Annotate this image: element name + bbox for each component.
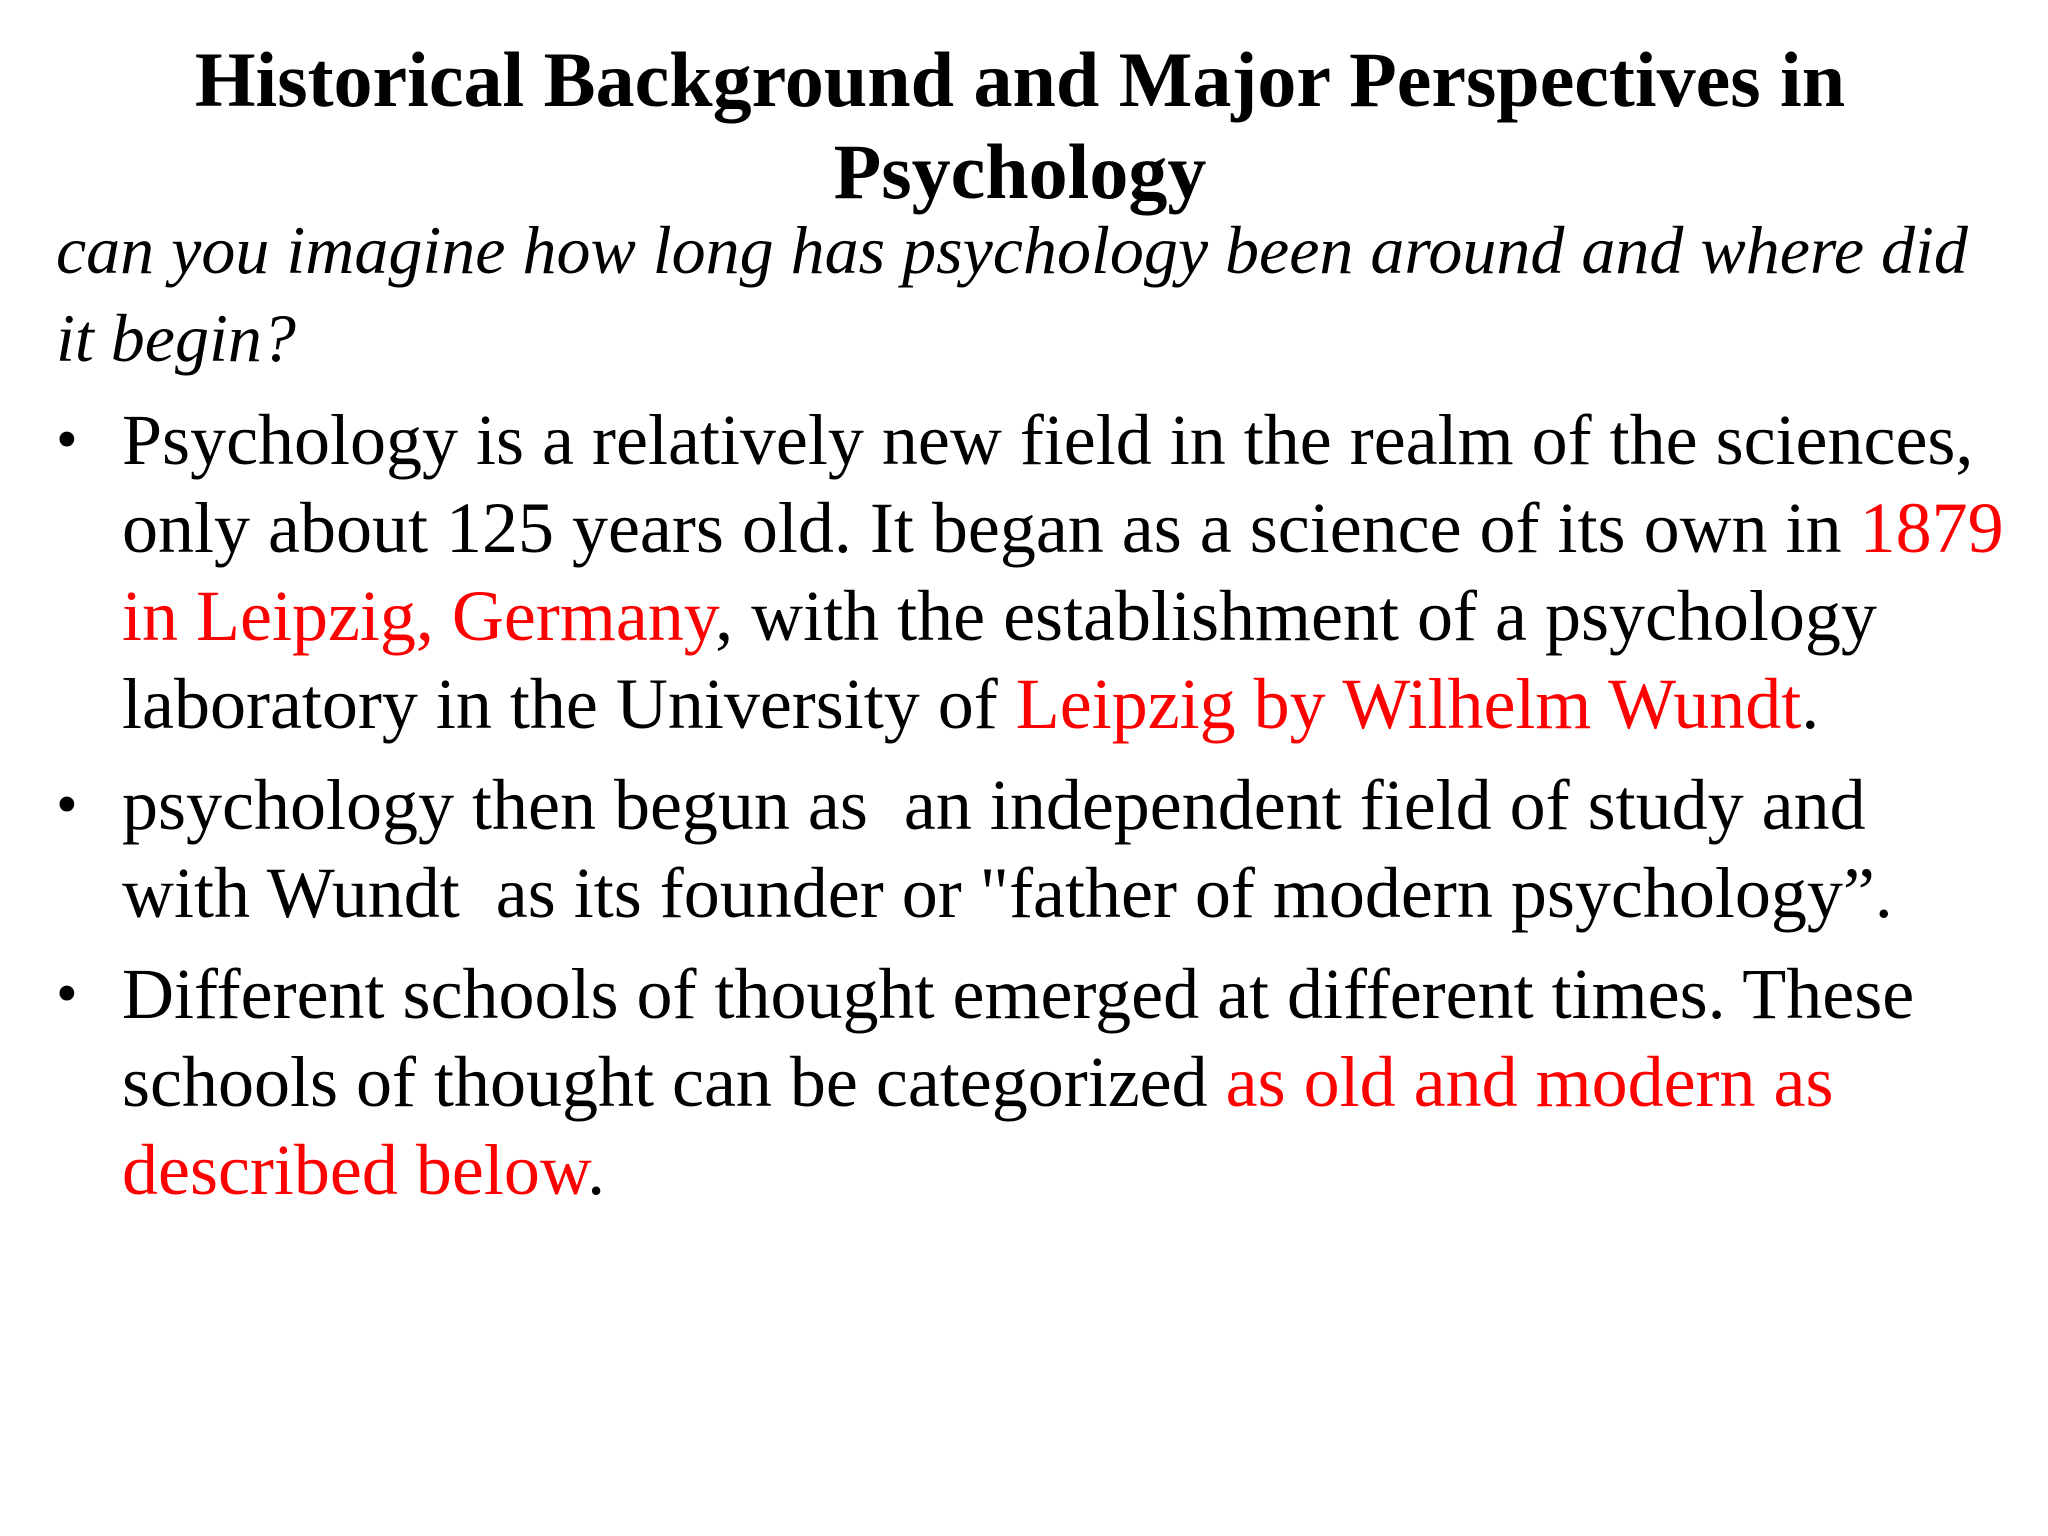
bullet-text: , with the establishment of a psychology laboratory in the University of [122, 576, 1877, 744]
bullet-list [56, 396, 2006, 1214]
bullet-text: . [587, 1130, 606, 1210]
bullet-icon: • [56, 406, 78, 474]
highlighted-text: Leipzig by Wilhelm Wundt [1015, 664, 1802, 744]
bullet-text: Different schools of thought emerged at different times. These schools of thought can be categorized [122, 954, 1915, 1122]
slide-title: Historical Background and Major Perspectives in Psychology [194, 36, 1846, 215]
bullet-icon: • [56, 771, 78, 839]
bullet-text: . [1801, 664, 1820, 744]
bullet-text: psychology then begun as an independent field of study and with Wundt as its founder or "father of modern psychology”. [122, 765, 1893, 933]
bullet-text: Psychology is a relatively new field in the realm of the sciences, only about 125 years old. It began as a science of its own in [122, 400, 1974, 568]
bullet-icon: • [56, 960, 78, 1028]
bullet-item [56, 761, 2006, 937]
bullet-item [56, 950, 2006, 1214]
intro-question: can you imagine how long has psychology been around and where did it begin? [56, 212, 1968, 376]
highlighted-text: 1879 in Leipzig, Germany [122, 488, 2004, 656]
bullet-item [56, 396, 2006, 748]
highlighted-text: as old and modern as described below [122, 1042, 1834, 1210]
